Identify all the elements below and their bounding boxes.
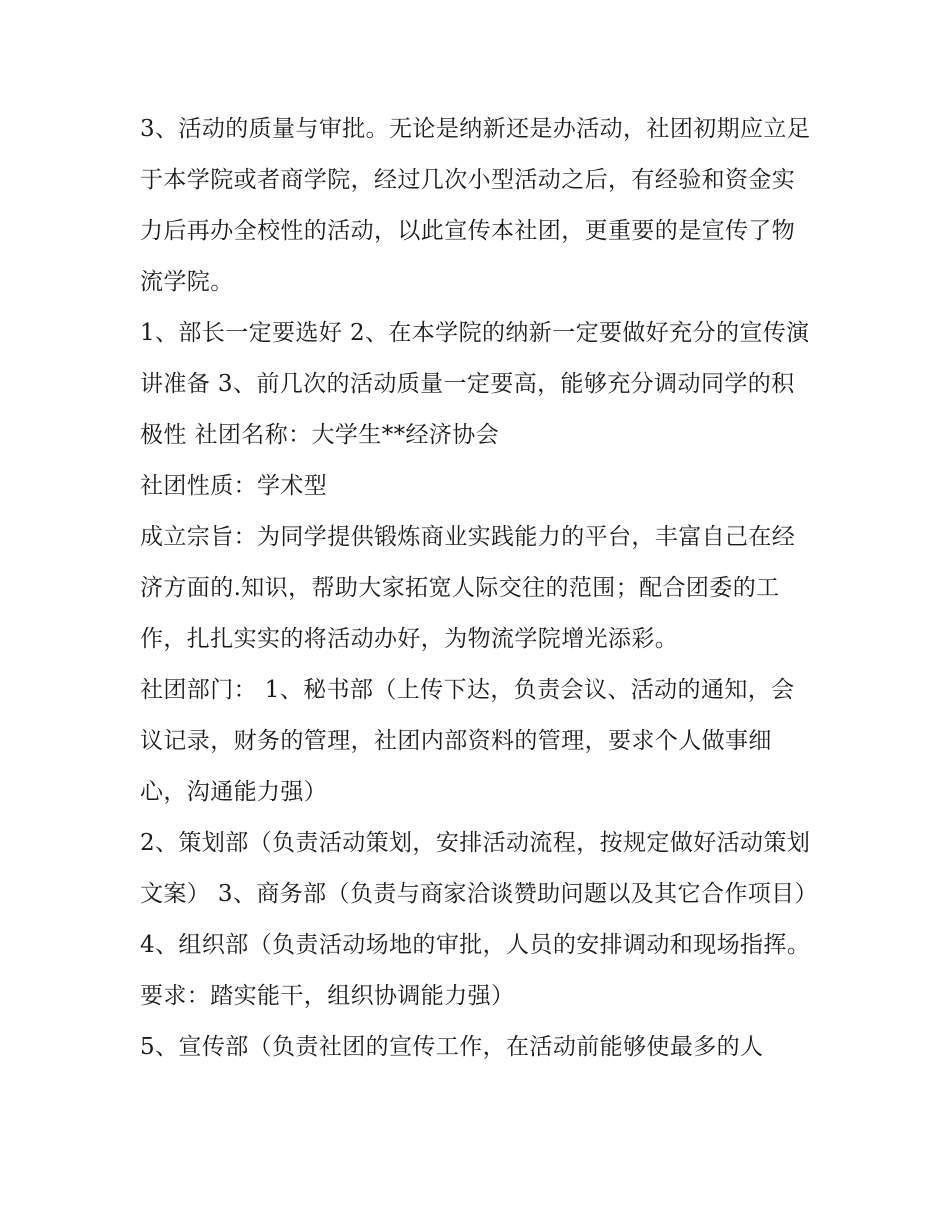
paragraph-departments-planning-business: 2、策划部（负责活动策划，安排活动流程，按规定做好活动策划文案） 3、商务部（负责与商家洽谈赞助问题以及其它合作项目） [140, 830, 818, 907]
paragraph-departments-secretary: 社团部门： 1、秘书部（上传下达，负责会议、活动的通知，会议记录，财务的管理，社团内部资料的管理，要求个人做事细心，沟通能力强） [140, 677, 795, 805]
document-body [140, 104, 818, 1073]
paragraph-club-nature: 社团性质：学术型 [140, 473, 328, 499]
paragraph-departments-organization: 4、组织部（负责活动场地的审批，人员的安排调动和现场指挥。要求：踏实能干，组织协调能力强） [140, 932, 811, 1009]
paragraph-activity-quality: 3、活动的质量与审批。无论是纳新还是办活动，社团初期应立足于本学院或者商学院，经过几次小型活动之后，有经验和资金实力后再办全校性的活动，以此宣传本社团，更重要的是宣传了物流学院。 [140, 116, 811, 295]
paragraph-departments-publicity: 5、宣传部（负责社团的宣传工作，在活动前能够使最多的人 [140, 1034, 764, 1060]
paragraph-club-purpose: 成立宗旨：为同学提供锻炼商业实践能力的平台，丰富自己在经济方面的.知识，帮助大家拓宽人际交往的范围；配合团委的工作，扎扎实实的将活动办好，为物流学院增光添彩。 [140, 524, 796, 652]
paragraph-key-points: 1、部长一定要选好 2、在本学院的纳新一定要做好充分的宣传演讲准备 3、前几次的活动质量一定要高，能够充分调动同学的积极性 社团名称：大学生**经济协会 [140, 320, 810, 448]
